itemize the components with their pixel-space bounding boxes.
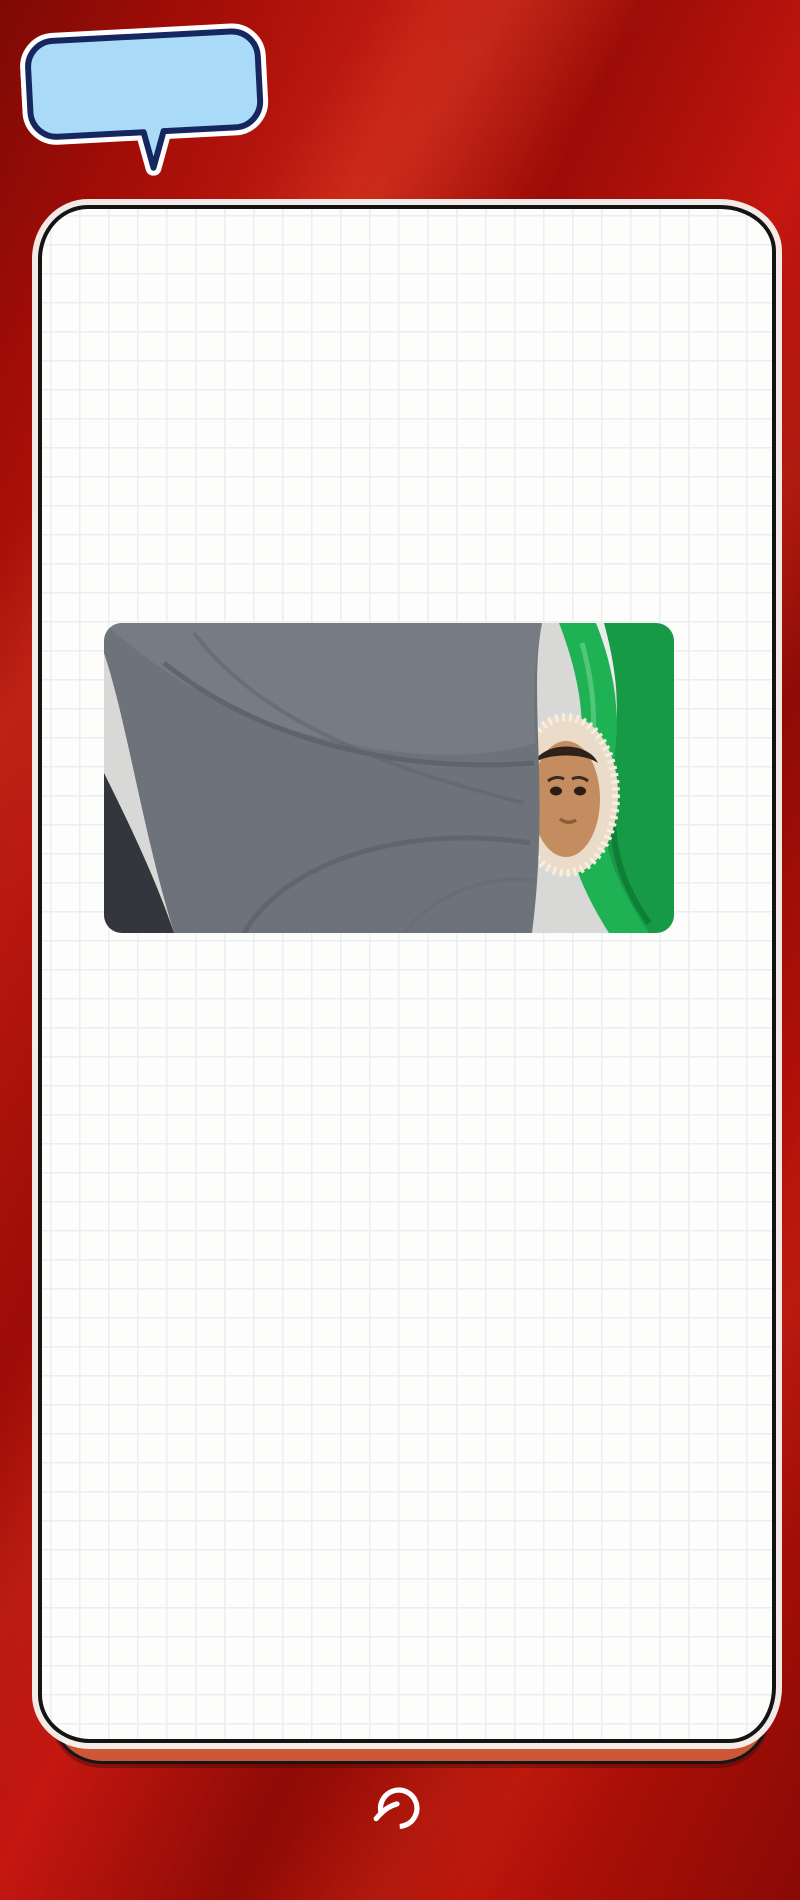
notebook-card	[38, 205, 776, 1743]
gaza-girl-photo	[104, 623, 674, 933]
photo-illustration	[104, 623, 674, 933]
cctv-ring-icon	[371, 1784, 423, 1836]
spiral-rings	[14, 243, 80, 1703]
cctv-footer-logo	[0, 1778, 800, 1848]
broadcast-watch-badge	[18, 20, 276, 183]
card-content	[104, 581, 710, 985]
speech-bubble-icon	[18, 20, 276, 183]
